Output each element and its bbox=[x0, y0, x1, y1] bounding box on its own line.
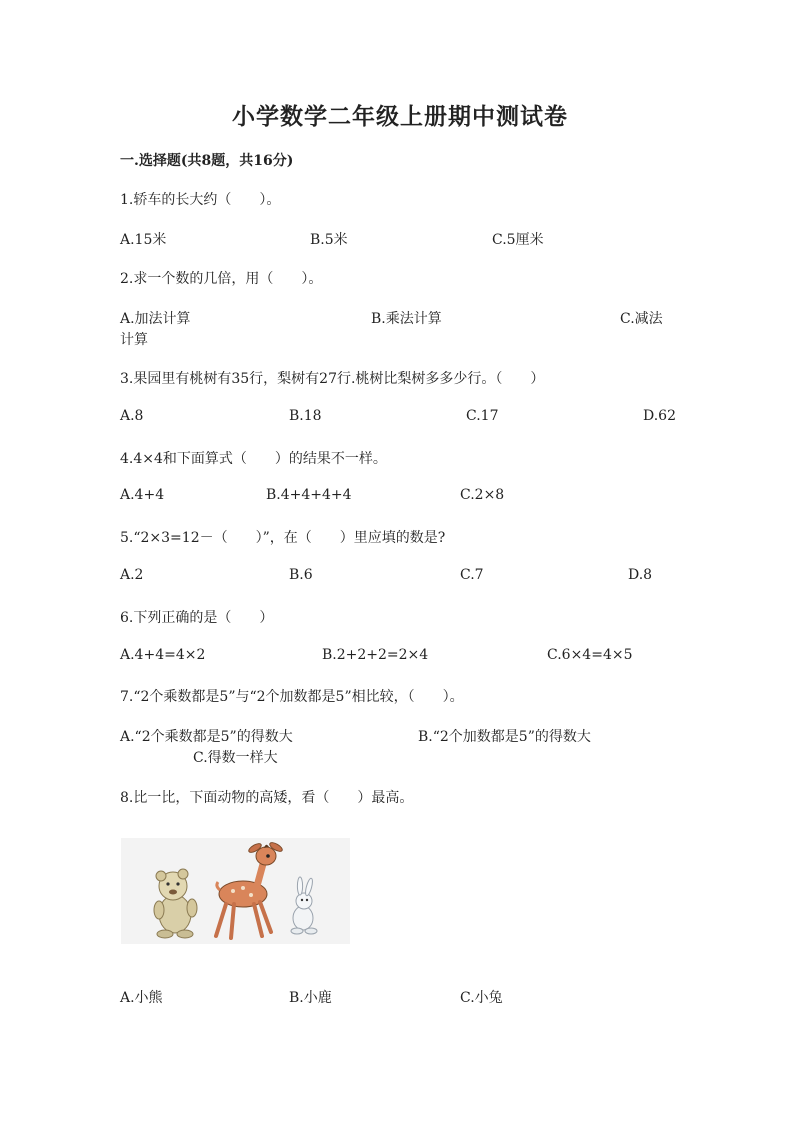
q2-option-b[interactable]: B.乘法计算 bbox=[371, 311, 442, 327]
section-heading: 一.选择题(共8题，共16分) bbox=[120, 153, 294, 169]
rabbit-illustration bbox=[291, 877, 317, 934]
q7-option-a[interactable]: A.“2个乘数都是5”的得数大 bbox=[120, 729, 293, 745]
q8-option-b[interactable]: B.小鹿 bbox=[289, 990, 332, 1006]
deer-illustration bbox=[216, 841, 284, 938]
question-5: 5.“2×3=12－（ ）”，在（ ）里应填的数是? bbox=[120, 530, 446, 546]
q1-option-c[interactable]: C.5厘米 bbox=[492, 232, 544, 248]
q4-option-b[interactable]: B.4+4+4+4 bbox=[266, 487, 352, 503]
q1-option-a[interactable]: A.15米 bbox=[120, 232, 167, 248]
q5-option-c[interactable]: C.7 bbox=[460, 567, 484, 583]
q2-option-c-wrap: 计算 bbox=[120, 332, 148, 348]
question-3: 3.果园里有桃树有35行，梨树有27行.桃树比梨树多多少行。（ ） bbox=[120, 371, 545, 387]
animals-illustration bbox=[121, 838, 350, 944]
q3-option-b[interactable]: B.18 bbox=[289, 408, 322, 424]
q2-option-a[interactable]: A.加法计算 bbox=[120, 311, 191, 327]
q6-option-c[interactable]: C.6×4=4×5 bbox=[547, 647, 633, 663]
question-6: 6.下列正确的是（ ） bbox=[120, 610, 274, 626]
q6-option-a[interactable]: A.4+4=4×2 bbox=[120, 647, 206, 663]
q7-option-c[interactable]: C.得数一样大 bbox=[193, 750, 278, 766]
q3-option-d[interactable]: D.62 bbox=[643, 408, 676, 424]
q5-option-b[interactable]: B.6 bbox=[289, 567, 313, 583]
question-1: 1.轿车的长大约（ ）。 bbox=[120, 192, 281, 208]
page-title: 小学数学二年级上册期中测试卷 bbox=[232, 103, 568, 130]
q4-option-c[interactable]: C.2×8 bbox=[460, 487, 505, 503]
q5-option-a[interactable]: A.2 bbox=[120, 567, 144, 583]
q8-option-a[interactable]: A.小熊 bbox=[120, 990, 163, 1006]
question-8: 8.比一比，下面动物的高矮，看（ ）最高。 bbox=[120, 790, 414, 806]
q6-option-b[interactable]: B.2+2+2=2×4 bbox=[322, 647, 429, 663]
q7-option-b[interactable]: B.“2个加数都是5”的得数大 bbox=[418, 729, 591, 745]
question-2: 2.求一个数的几倍，用（ ）。 bbox=[120, 271, 323, 287]
q8-option-c[interactable]: C.小兔 bbox=[460, 990, 503, 1006]
q2-option-c[interactable]: C.减法 bbox=[620, 311, 663, 327]
bear-illustration bbox=[154, 869, 197, 938]
q5-option-d[interactable]: D.8 bbox=[628, 567, 653, 583]
q3-option-c[interactable]: C.17 bbox=[466, 408, 499, 424]
question-4: 4.4×4和下面算式（ ）的结果不一样。 bbox=[120, 451, 387, 467]
question-7: 7.“2个乘数都是5”与“2个加数都是5”相比较，（ ）。 bbox=[120, 689, 464, 705]
q3-option-a[interactable]: A.8 bbox=[120, 408, 144, 424]
q4-option-a[interactable]: A.4+4 bbox=[120, 487, 165, 503]
q1-option-b[interactable]: B.5米 bbox=[310, 232, 348, 248]
